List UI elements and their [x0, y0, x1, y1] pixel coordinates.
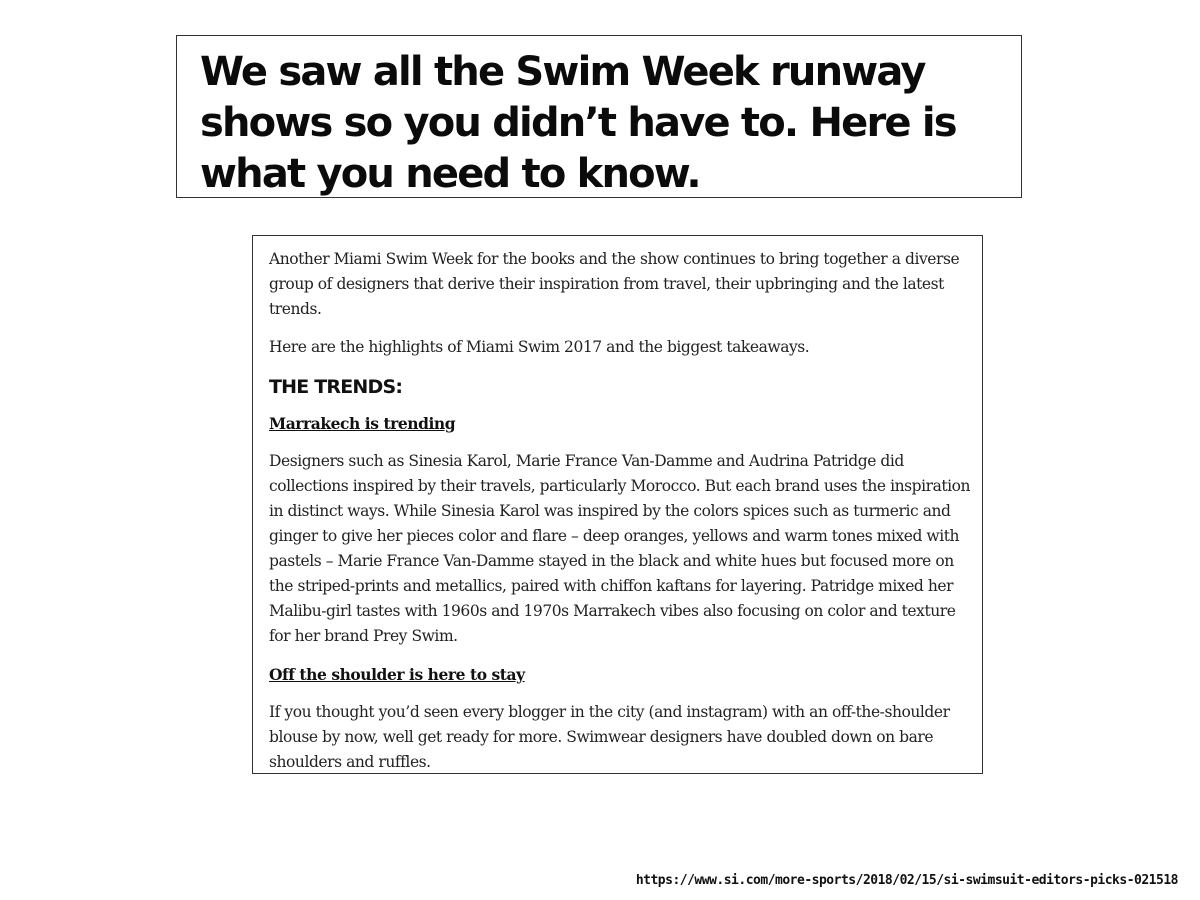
trends-heading: THE TRENDS: [269, 376, 403, 398]
headline: We saw all the Swim Week runway shows so you didn’t have to. Here is what you need to know. [200, 49, 956, 197]
section-body-off-the-shoulder: If you thought you’d seen every blogger in the city (and instagram) with an off-the-shoulder blouse by now, well get ready for more. Swimwear designers have doubled down on bare shoulders and ruffles. [269, 703, 950, 771]
source-url: https://www.si.com/more-sports/2018/02/15/si-swimsuit-editors-picks-021518 [635, 873, 1178, 888]
section-subhead-off-the-shoulder: Off the shoulder is here to stay [269, 665, 525, 684]
section-subhead-marrakech: Marrakech is trending [269, 414, 456, 433]
article-body [269, 247, 973, 774]
highlights-paragraph: Here are the highlights of Miami Swim 2017 and the biggest takeaways. [269, 338, 810, 356]
article-box [252, 235, 983, 774]
headline-box [176, 35, 1022, 198]
intro-paragraph: Another Miami Swim Week for the books and the show continues to bring together a diverse group of designers that derive their inspiration from travel, their upbringing and the latest trends. [269, 250, 960, 318]
section-body-marrakech: Designers such as Sinesia Karol, Marie France Van-Damme and Audrina Patridge did collections inspired by their travels, particularly Morocco. But each brand uses the inspiration in distinct ways. While Sinesia Karol was inspired by the colors spices such as turmeric and ginger to give her pieces color and flare – deep oranges, yellows and warm tones mixed with pastels – Marie France Van-Damme stayed in the black and white hues but focused more on the striped-prints and metallics, paired with chiffon kaftans for layering. Patridge mixed her Malibu-girl tastes with 1960s and 1970s Marrakech vibes also focusing on color and texture for her brand Prey Swim. [269, 452, 971, 645]
